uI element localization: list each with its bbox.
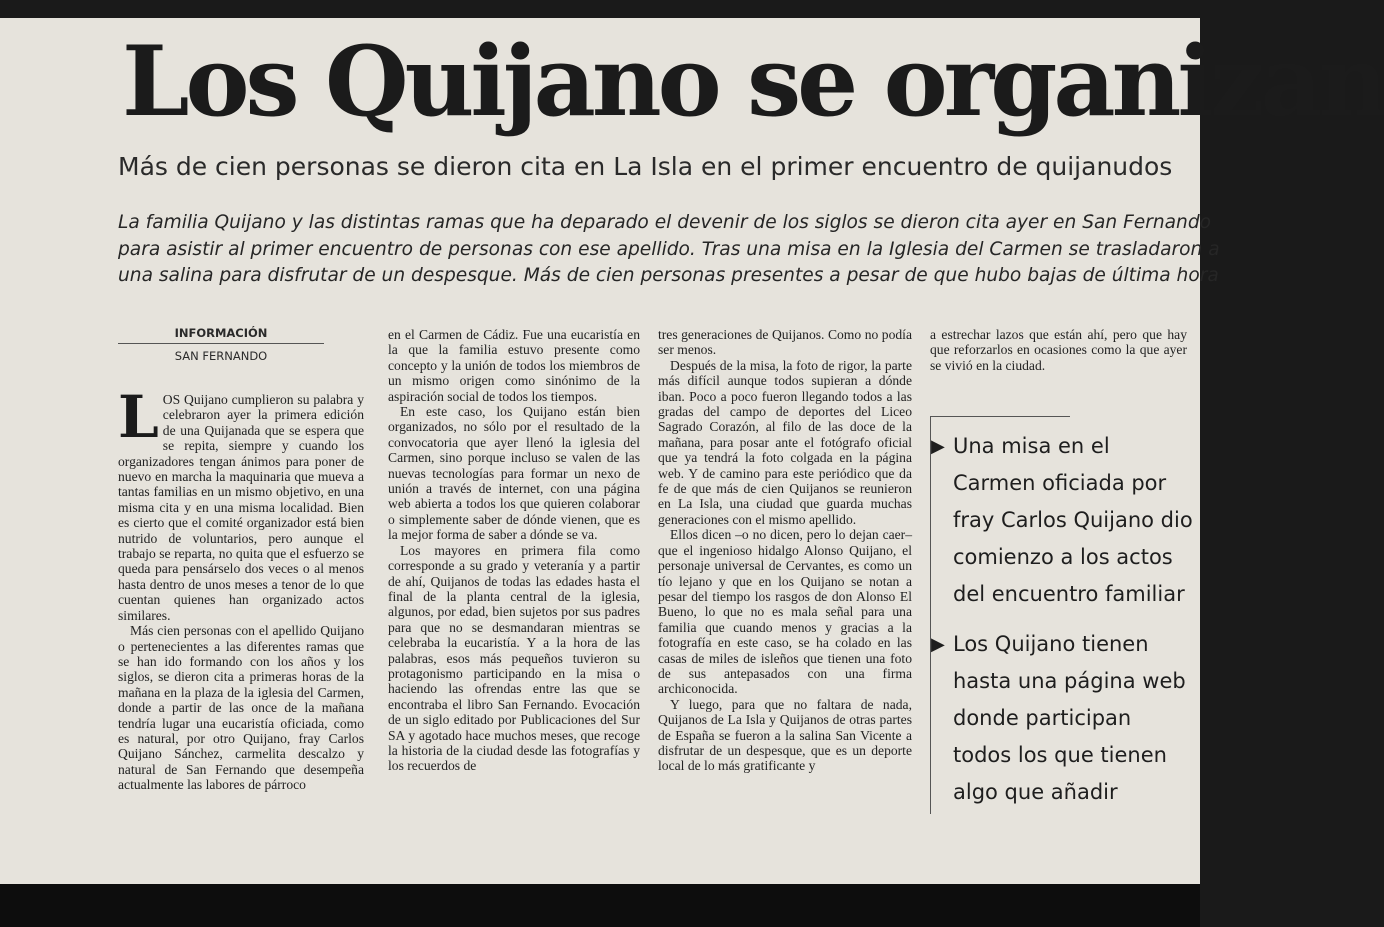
body-paragraph: a estrechar lazos que están ahí, pero que hay que reforzarlos en ocasiones como la que ayer se vivió en la ciudad.	[930, 327, 1187, 373]
byline	[118, 326, 324, 363]
pullquote-side-rule	[930, 416, 931, 814]
pullquote-top-rule	[930, 416, 1070, 417]
body-paragraph: Después de la misa, la foto de rigor, la parte más difícil aunque todos supieran a dónde iban. Poco a poco fueron llegando todos a las gradas del campo de deportes del Liceo Sagrado Corazón, al filo de las doce de la mañana, para posar ante el fotógrafo oficial que ya tendrá la foto colgada en la página web. Y de camino para este periódico que da fe de que más de cien Quijanos se reunieron en La Isla, una ciudad que guarda muchas generaciones con el mismo apellido.	[658, 357, 912, 527]
triangle-bullet-icon: ▶	[931, 634, 945, 655]
newspaper-page	[0, 18, 1384, 884]
lead-paragraph	[118, 210, 1220, 290]
pullquote	[931, 626, 1193, 811]
lead-line: para asistir al primer encuentro de personas con ese apellido. Tras una misa en la Iglesia del Carmen se trasladaron a	[118, 238, 1220, 260]
pullquote-text: Los Quijano tienen hasta una página web donde participan todos los que tienen algo que añadir	[953, 632, 1186, 804]
body-paragraph: En este caso, los Quijano están bien organizados, no sólo por el resultado de la convocatoria que ayer llenó la iglesia del Carmen, sino porque incluso se valen de las nuevas tecnologías para formar un nexo de unión a través de internet, con una página web abierta a todos los que quieren colaborar o simplemente saber de dónde vienen, que es la mejor forma de saber a dónde se va.	[388, 404, 640, 543]
lead-line: una salina para disfrutar de un despesque. Más de cien personas presentes a pesar de que hubo bajas de última hora	[118, 265, 1219, 286]
column-4	[930, 327, 1187, 373]
location-label: SAN FERNANDO	[174, 349, 268, 363]
scan-border	[0, 884, 1200, 927]
headline: Los Quijano se organizan	[122, 25, 1384, 138]
triangle-bullet-icon: ▶	[931, 436, 945, 457]
column-3	[658, 327, 912, 774]
body-paragraph: Ellos dicen –o no dicen, pero lo dejan caer– que el ingenioso hidalgo Alonso Quijano, el personaje universal de Cervantes, es como un tío lejano y que en los Quijano se notan a pesar del tiempo los rasgos de don Alonso El Bueno, lo que no es mala señal para una familia que cuando menos y gracias a la fotografía en este caso, se ha colado en las casas de miles de isleños que tienen una foto de sus antepasados con una firma archiconocida.	[658, 527, 912, 697]
body-paragraph: Los mayores en primera fila como corresponde a su grado y veteranía y a partir de ahí, Quijanos de todas las edades hasta el final de la planta central de la iglesia, algunos, por edad, bien sujetos por sus padres para que no se desmandaran mientras se celebraba la eucaristía. Y a la hora de las palabras, esos más pequeños tuvieron su protagonismo participando en la misa o haciendo las ofrendas entre las que se encontraba el libro San Fernando. Evocación de un siglo editado por Publicaciones del Sur SA y agotado hace muchos meses, que recoge la historia de la ciudad desde las fotografías y los recuerdos de	[388, 542, 640, 774]
body-paragraph: LOS Quijano cumplieron su palabra y celebraron ayer la primera edición de una Quijanada que se espera que se repita, siempre y cuando los organizadores tengan ánimos para poner de nuevo en marcha la maquinaria que mueva a tantas familias en un mismo objetivo, en una misma cita y en una misma localidad. Bien es cierto que el comité organizador está bien nutrido de voluntarios, pero aunque el trabajo se reparta, no quita que el esfuerzo se queda para pensárselo dos veces o al menos hasta dentro de unos meses a tenor de lo que cuentan quienes han organizado actos similares.	[118, 383, 364, 623]
drop-cap: L	[118, 383, 159, 451]
body-paragraph: tres generaciones de Quijanos. Como no podía ser menos.	[658, 327, 912, 358]
subtitle: Más de cien personas se dieron cita en La Isla en el primer encuentro de quijanudos	[118, 152, 1173, 181]
column-2	[388, 327, 640, 774]
column-1	[118, 383, 364, 793]
section-label: INFORMACIÓN	[118, 326, 324, 344]
body-paragraph: en el Carmen de Cádiz. Fue una eucaristía en la que la familia estuvo presente como concepto y la unión de todos los miembros de un mismo origen como sinónimo de la aspiración social de todos los tiempos.	[388, 327, 640, 404]
lead-line: La familia Quijano y las distintas ramas que ha deparado el devenir de los siglos se dieron cita ayer en San Fernando	[118, 212, 1212, 233]
body-paragraph: Y luego, para que no faltara de nada, Quijanos de La Isla y Quijanos de otras partes de España se fueron a la salina San Vicente a disfrutar de un despesque, que es un deporte local de lo más gratificante y	[658, 696, 912, 774]
pullquote-text: Una misa en el Carmen oficiada por fray Carlos Quijano dio comienzo a los actos del encuentro familiar	[953, 434, 1193, 606]
pullquote	[931, 428, 1193, 613]
body-paragraph: Más cien personas con el apellido Quijano o pertenecientes a las diferentes ramas que se han ido formando con los años y los siglos, se dieron cita a primeras horas de la mañana en la plaza de la iglesia del Carmen, donde a partir de las once de la mañana tendría lugar una eucaristía oficiada, como es natural, por otro Quijano, fray Carlos Quijano Sánchez, carmelita descalzo y natural de San Fernando que desempeña actualmente las labores de párroco	[118, 623, 364, 793]
